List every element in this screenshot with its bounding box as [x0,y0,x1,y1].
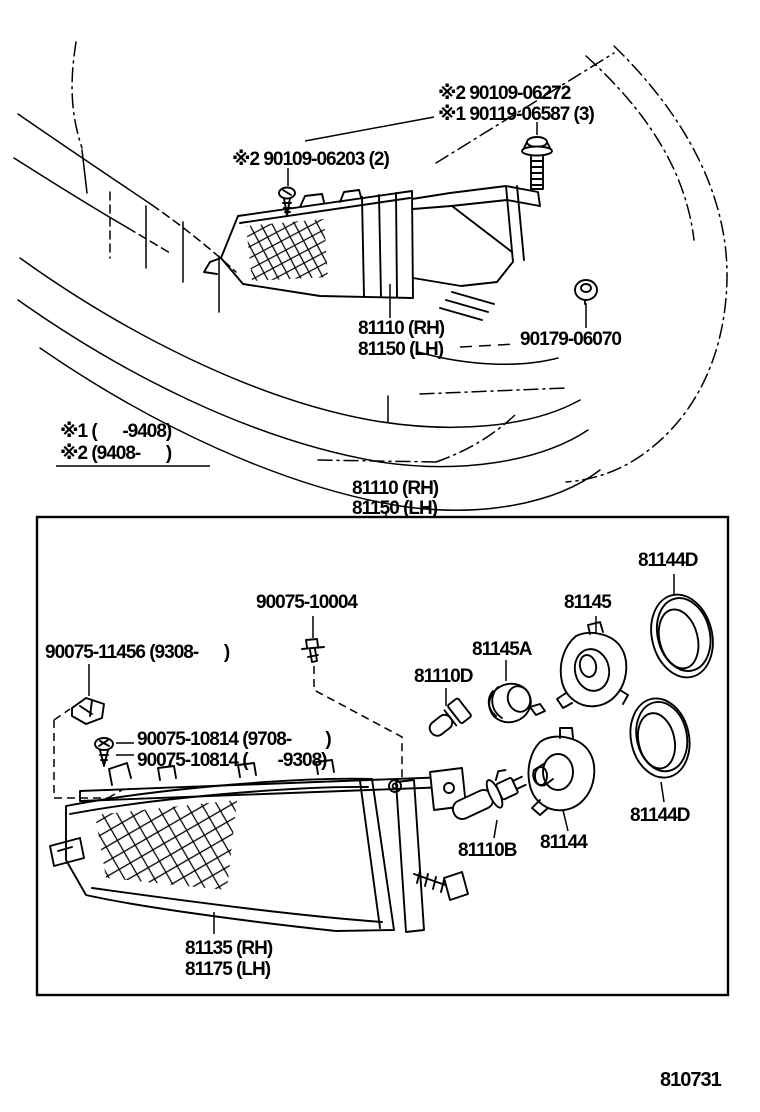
label-box-title-lh: 81150 (LH) [352,498,438,519]
retainer-81145-icon [557,622,628,708]
label-lamp-rh: 81110 (RH) [358,318,445,339]
label-screw-note: ※2 90109-06203 (2) [232,149,389,170]
label-push-screw: 90075-10004 [256,592,357,613]
bumper-line [20,258,580,427]
frame-tab-left [109,763,131,785]
upper-arm [412,186,540,209]
bolt-icon [522,137,552,189]
leader [460,344,516,347]
label-socket-main: 81144 [540,832,587,853]
label-socket-cover: 81145A [472,639,532,660]
body-line [72,42,82,148]
label-applicability-1: ※1 ( -9408) [60,421,172,442]
label-seal-bottom: 81144D [630,805,690,826]
label-screw-row2: 90075-10814 ( -9308) [137,750,327,771]
adjuster-bracket [444,872,468,900]
hood-edge [128,228,170,253]
label-lens-rh: 81135 (RH) [185,938,273,959]
label-seal-top: 81144D [638,550,698,571]
socket-cover-81145a-icon [484,678,545,728]
socket-81144-icon [528,728,594,815]
nut-icon [575,280,597,304]
label-screw-row1: 90075-10814 (9708- ) [137,729,331,750]
leader [661,782,664,802]
label-bolt-note-1: ※2 90109-06272 [438,83,571,104]
bumper-line [318,460,436,462]
leader [305,117,434,141]
label-box-title-rh: 81110 (RH) [352,478,439,499]
label-lamp-lh: 81150 (LH) [358,339,444,360]
headlamp-unit-drawing [50,760,468,932]
bumper-line [436,414,516,462]
headlamp-assembly-drawing [204,186,540,320]
screw-10814-icon [95,738,134,766]
lamp-inner-edge [240,198,410,223]
right-support [396,780,424,932]
lens-hatch [95,800,237,890]
leader-dashed [314,666,402,779]
push-screw-icon [302,639,324,662]
figure-code: 810731 [660,1069,721,1091]
seal-81144d-bottom-icon [623,693,696,783]
label-lens-lh: 81175 (LH) [185,959,271,980]
seal-81144d-top-icon [643,588,722,684]
label-nut: 90179-06070 [520,329,621,350]
lens-hatch [246,219,328,281]
hood-edge [14,158,128,228]
screw-icon [279,188,295,217]
lens-divider [362,197,364,297]
lens-inner-right [360,781,380,928]
arm-brace [452,206,512,252]
label-bolt-note-2: ※1 90119-06587 (3) [438,104,594,125]
bumper-step [420,388,566,394]
bracket-fingers [440,292,494,320]
clip-dashed-outline [54,720,108,798]
label-retainer: 81145 [564,592,611,613]
label-applicability-2: ※2 (9408- ) [60,443,172,464]
body-line [82,150,87,193]
label-bulb-main: 81110B [458,840,517,861]
reflector-lines [379,193,397,297]
leader [494,820,497,838]
label-bulb-small: 81110D [414,666,473,687]
lower-bracket [413,263,512,286]
bulb-81110d-icon [424,698,471,742]
clip-icon [72,698,104,724]
top-tabs [300,190,361,207]
leader [563,810,568,831]
hood-edge [18,114,152,205]
label-clip: 90075-11456 (9308- ) [45,642,230,663]
fender-line [586,56,694,240]
